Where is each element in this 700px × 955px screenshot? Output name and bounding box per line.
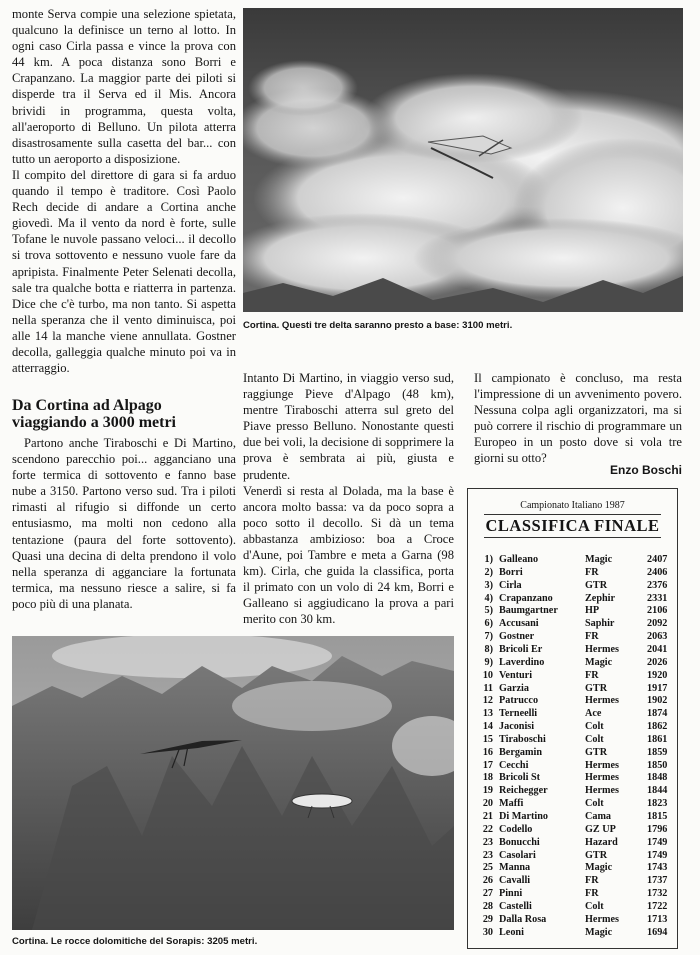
rank-cell: 15 xyxy=(482,733,493,745)
pilot-name-cell: Maffi xyxy=(499,798,524,810)
glider-cell: FR xyxy=(585,875,599,887)
rank-cell: 9) xyxy=(484,656,493,668)
pilot-name-cell: Jaconisi xyxy=(499,721,535,733)
pilot-name-cell: Leoni xyxy=(499,926,524,938)
table-row xyxy=(468,604,677,617)
points-cell: 1861 xyxy=(647,733,668,745)
rank-cell: 26 xyxy=(482,875,493,887)
table-row xyxy=(468,900,677,913)
points-cell: 2041 xyxy=(647,643,668,655)
table-row xyxy=(468,656,677,669)
pilot-name-cell: Gostner xyxy=(499,631,535,643)
glider-cell: HP xyxy=(585,605,600,617)
table-row xyxy=(468,592,677,605)
glider-cell: Ace xyxy=(585,708,602,720)
paragraph: Il compito del direttore di gara si fa arduo quando il tempo è traditore. Così Paolo Rech decide di andare a Cortina anche giovedì. Ma il vento da nord è forte, sulle Tofane le nuvole passano veloci... il decollo si trova sottovento e nessuno vuole fare da apripista. Finalmente Peter Selenati decolla, sale tra qualche botta e riatterra in partenza. Dice che c'è turbo, ma non tanto. Si aspetta nella speranza che il vento diminuisca, poi alle 14 la manche viene annullata. Gostner decolla, galleggia qualche minuto poi va in atterraggio. xyxy=(12,167,236,376)
rank-cell: 30 xyxy=(482,926,493,938)
table-row xyxy=(468,746,677,759)
points-cell: 1713 xyxy=(647,913,668,925)
rank-cell: 3) xyxy=(484,579,493,591)
rank-cell: 5) xyxy=(484,605,493,617)
points-cell: 1844 xyxy=(647,785,668,797)
table-title: CLASSIFICA FINALE xyxy=(485,516,660,535)
points-cell: 1920 xyxy=(647,669,668,681)
glider-cell: Zephir xyxy=(585,592,616,604)
points-cell: 2376 xyxy=(647,579,668,591)
article-column-3 xyxy=(474,370,682,467)
points-cell: 1902 xyxy=(647,695,668,707)
points-cell: 1862 xyxy=(647,721,668,733)
glider-cell: Magic xyxy=(585,926,613,938)
table-row xyxy=(468,669,677,682)
pilot-name-cell: Dalla Rosa xyxy=(499,913,547,925)
table-row xyxy=(468,874,677,887)
pilot-name-cell: Tiraboschi xyxy=(499,733,546,745)
table-row xyxy=(468,579,677,592)
results-table xyxy=(467,488,678,949)
pilot-name-cell: Manna xyxy=(499,862,531,874)
rank-cell: 28 xyxy=(482,900,493,912)
pilot-name-cell: Accusani xyxy=(499,618,539,630)
table-row xyxy=(468,861,677,874)
article-column-1-top xyxy=(12,6,236,376)
pilot-name-cell: Baumgartner xyxy=(499,605,558,617)
pilot-name-cell: Bricoli St xyxy=(499,772,541,784)
paragraph: Venerdì si resta al Dolada, ma la base è ancora molto bassa: va da poco sopra a poco sotto il decollo. Si dà un tema abbastanza ambizioso: boa a Croce d'Aune, poi Tambre e meta a Garna (98 km). Cirla, che guida la classifica, porta il primato con un volo di 24 km, Borri e Galleano si aggiudicano la prova a pari merito con 30 km. xyxy=(243,483,454,627)
glider-cell: Saphir xyxy=(585,618,615,630)
rank-cell: 22 xyxy=(482,823,493,835)
article-column-1-bottom xyxy=(12,435,236,612)
glider-cell: Hermes xyxy=(585,695,619,707)
pilot-name-cell: Venturi xyxy=(499,669,533,681)
points-cell: 1743 xyxy=(647,862,668,874)
points-cell: 2406 xyxy=(647,566,668,578)
points-cell: 1859 xyxy=(647,746,668,758)
table-row xyxy=(468,771,677,784)
section-heading-line-1: Da Cortina ad Alpago xyxy=(12,397,162,414)
points-cell: 1737 xyxy=(647,875,668,887)
glider-cell: FR xyxy=(585,888,599,900)
pilot-name-cell: Patrucco xyxy=(499,695,539,707)
glider-cell: Hermes xyxy=(585,759,619,771)
points-cell: 2026 xyxy=(647,656,668,668)
rank-cell: 20 xyxy=(482,798,493,810)
points-cell: 2063 xyxy=(647,631,668,643)
glider-cell: Colt xyxy=(585,721,604,733)
pilot-name-cell: Galleano xyxy=(499,554,539,565)
points-cell: 1796 xyxy=(647,823,668,835)
points-cell: 1694 xyxy=(647,926,668,938)
table-row xyxy=(468,720,677,733)
glider-cell: Hazard xyxy=(585,836,618,848)
table-row xyxy=(468,810,677,823)
section-heading-line-2: viaggiando a 3000 metri xyxy=(12,414,176,431)
points-cell: 1749 xyxy=(647,849,668,861)
pilot-name-cell: Reichegger xyxy=(499,785,548,797)
pilot-name-cell: Bergamin xyxy=(499,746,543,758)
points-cell: 1722 xyxy=(647,900,668,912)
table-row xyxy=(468,643,677,656)
paragraph: Intanto Di Martino, in viaggio verso sud, raggiunge Pieve d'Alpago (48 km), mentre Tiraboschi atterra sul greto del Piave presso Belluno. Nonostante questi due bei voli, la decisione di sopprimere la prova è sembrata ai più, giusta e prudente. xyxy=(243,371,454,482)
pilot-name-cell: Cavalli xyxy=(499,875,531,887)
table-rule-bottom xyxy=(484,537,661,538)
rank-cell: 27 xyxy=(482,888,493,900)
pilot-name-cell: Bonucchi xyxy=(499,836,540,848)
glider-cell: Cama xyxy=(585,811,612,822)
pilot-name-cell: Crapanzano xyxy=(499,592,553,604)
glider-cell: Colt xyxy=(585,798,604,810)
points-cell: 1848 xyxy=(647,772,668,784)
rank-cell: 1) xyxy=(484,554,493,565)
pilot-name-cell: Cecchi xyxy=(499,759,529,771)
glider-cell: Hermes xyxy=(585,643,619,655)
points-cell: 2331 xyxy=(647,592,668,604)
points-cell: 1874 xyxy=(647,708,668,720)
rank-cell: 13 xyxy=(482,708,493,720)
points-cell: 2407 xyxy=(647,554,668,565)
rank-cell: 11 xyxy=(483,682,493,694)
table-row xyxy=(468,733,677,746)
points-cell: 1917 xyxy=(647,682,668,694)
article-column-2 xyxy=(243,370,454,628)
glider-cell: FR xyxy=(585,566,599,578)
rank-cell: 8) xyxy=(484,643,493,655)
glider-cell: GTR xyxy=(585,682,608,694)
paragraph: monte Serva compie una selezione spietata, qualcuno la definisce un terno al lotto. In ogni caso Cirla passa e vince la prova con 44 km. A poca distanza sono Borri e Crapanzano. La maggior parte dei piloti si disperde tra il Serva ed il Mis. Ancora brividi in programma, questa volta, all'aeroporto di Belluno. Un pilota atterra disastrosamente sulla casetta del bar... con tutto un aeroporto a disposizione. xyxy=(12,7,236,166)
table-row xyxy=(468,759,677,772)
glider-cell: Colt xyxy=(585,900,604,912)
rank-cell: 4) xyxy=(484,592,493,604)
section-heading xyxy=(12,397,236,431)
table-row xyxy=(468,887,677,900)
rank-cell: 19 xyxy=(482,785,493,797)
pilot-name-cell: Terneelli xyxy=(499,708,538,720)
table-row xyxy=(468,682,677,695)
points-cell: 2092 xyxy=(647,618,668,630)
glider-cell: GZ UP xyxy=(585,823,616,835)
table-row xyxy=(468,784,677,797)
table-row xyxy=(468,849,677,862)
points-cell: 1823 xyxy=(647,798,668,810)
glider-cell: Magic xyxy=(585,554,613,565)
rank-cell: 7) xyxy=(484,631,493,643)
rank-cell: 12 xyxy=(482,695,493,707)
pilot-name-cell: Codello xyxy=(499,823,533,835)
rank-cell: 23 xyxy=(482,849,493,861)
table-rule-top xyxy=(484,514,661,515)
rank-cell: 6) xyxy=(484,618,493,630)
caption-bottom-photo: Cortina. Le rocce dolomitiche del Sorapis: 3205 metri. xyxy=(12,936,258,947)
table-row xyxy=(468,707,677,720)
glider-cell: Hermes xyxy=(585,785,619,797)
points-cell: 1732 xyxy=(647,888,668,900)
rank-cell: 21 xyxy=(482,811,493,822)
caption-top-photo: Cortina. Questi tre delta saranno presto a base: 3100 metri. xyxy=(243,320,513,331)
paragraph: Partono anche Tiraboschi e Di Martino, scendono parecchio poi... agganciano una forte termica di sottovento e fanno base nube a 3150. Partono verso sud. Tra i piloti rimasti al rifugio si diffonde un certo entusiasmo, ma molti non cedono alla tentazione (paura del forte sottovento). Quasi una decina di delta prendono il volo nella speranza di agganciare la fortunata termica, ma nessuno riesce a salire, si fa poco più di una planata. xyxy=(12,436,236,611)
points-cell: 1850 xyxy=(647,759,668,771)
points-cell: 2106 xyxy=(647,605,668,617)
pilot-name-cell: Cirla xyxy=(499,579,522,591)
table-row xyxy=(468,617,677,630)
rank-cell: 18 xyxy=(482,772,493,784)
glider-cell: GTR xyxy=(585,746,608,758)
glider-cell: Magic xyxy=(585,862,613,874)
pilot-name-cell: Castelli xyxy=(499,900,532,912)
glider-cell: Hermes xyxy=(585,913,619,925)
glider-cell: Colt xyxy=(585,733,604,745)
rank-cell: 10 xyxy=(482,669,493,681)
photo-clouds-hang-gliders xyxy=(243,8,683,312)
table-row xyxy=(468,823,677,836)
rank-cell: 2) xyxy=(484,566,493,578)
glider-cell: FR xyxy=(585,669,599,681)
photo-dolomites-sorapis xyxy=(12,636,454,930)
pilot-name-cell: Casolari xyxy=(499,849,536,861)
rank-cell: 17 xyxy=(482,759,493,771)
table-row xyxy=(468,566,677,579)
pilot-name-cell: Laverdino xyxy=(499,656,545,668)
author-signature: Enzo Boschi xyxy=(609,463,682,477)
table-row xyxy=(468,926,677,939)
rank-cell: 16 xyxy=(482,746,493,758)
rank-cell: 25 xyxy=(482,862,493,874)
table-row xyxy=(468,836,677,849)
points-cell: 1749 xyxy=(647,836,668,848)
paragraph: Il campionato è concluso, ma resta l'impressione di un avvenimento povero. Nessuna colpa agli organizzatori, ma si può correre il rischio di programmare un Europeo in un posto dove si vola tre giorni su otto? xyxy=(474,371,682,466)
glider-cell: FR xyxy=(585,631,599,643)
table-row xyxy=(468,630,677,643)
pilot-name-cell: Pinni xyxy=(499,888,523,900)
glider-cell: Hermes xyxy=(585,772,619,784)
rank-cell: 29 xyxy=(482,913,493,925)
pilot-name-cell: Borri xyxy=(499,566,523,578)
rank-cell: 23 xyxy=(482,836,493,848)
glider-cell: Magic xyxy=(585,656,613,668)
points-cell: 1815 xyxy=(647,811,668,822)
table-row xyxy=(468,694,677,707)
pilot-name-cell: Di Martino xyxy=(499,811,548,822)
pilot-name-cell: Bricoli Er xyxy=(499,643,543,655)
table-row xyxy=(468,913,677,926)
pilot-name-cell: Garzia xyxy=(499,682,529,694)
glider-cell: GTR xyxy=(585,849,608,861)
table-row xyxy=(468,553,677,566)
table-subtitle: Campionato Italiano 1987 xyxy=(520,500,625,511)
rank-cell: 14 xyxy=(482,721,493,733)
glider-cell: GTR xyxy=(585,579,608,591)
table-row xyxy=(468,797,677,810)
